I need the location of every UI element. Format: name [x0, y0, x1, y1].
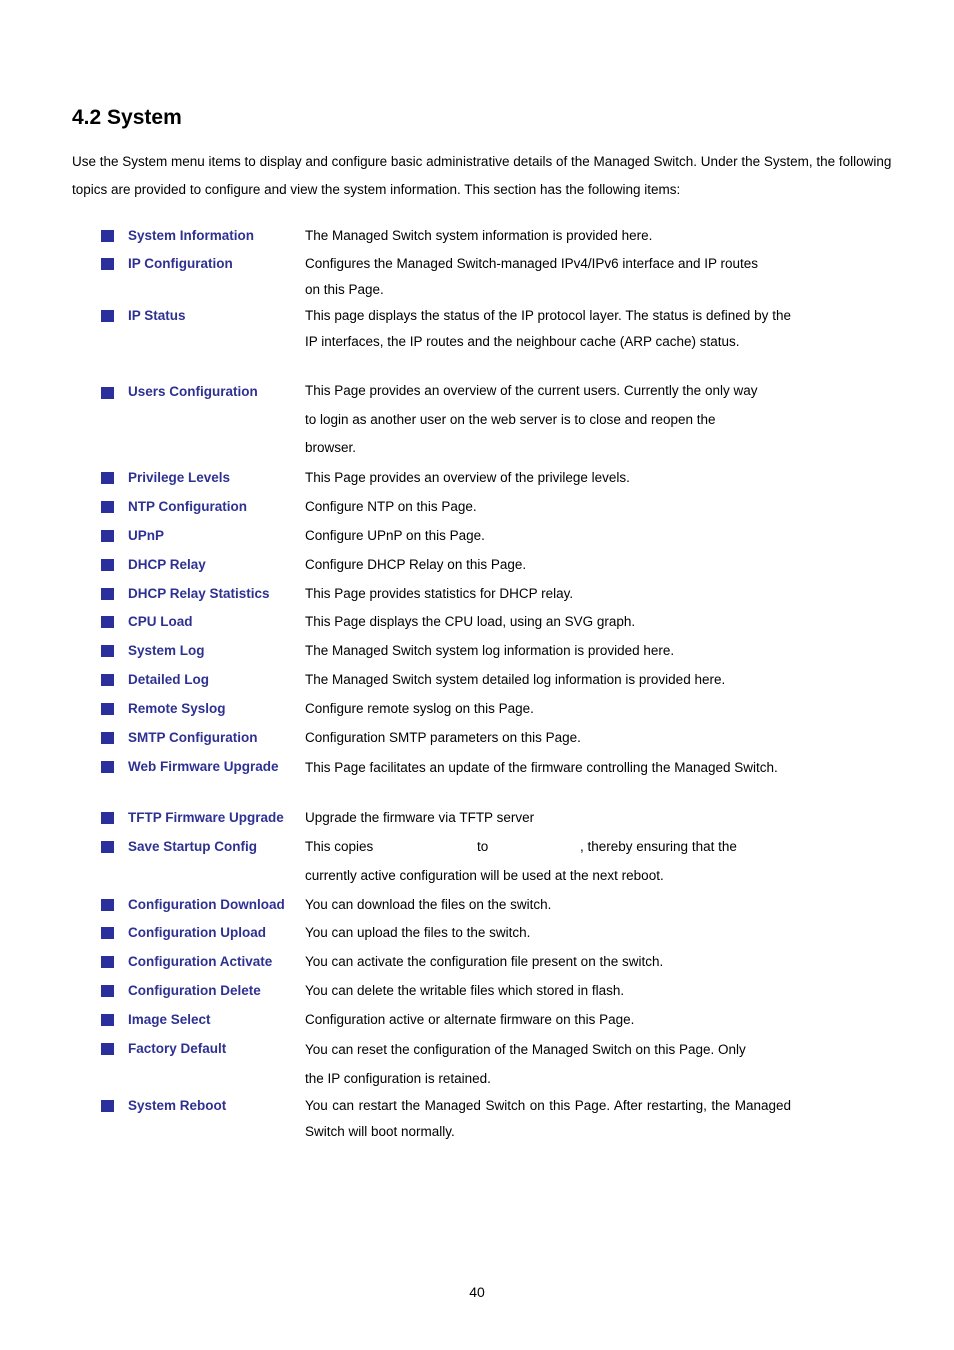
item-description: This page displays the status of the IP protocol layer. The status is defined by the IP interfaces, the IP routes and the neighbour cache (ARP cache) status. [305, 308, 791, 349]
square-bullet-icon [101, 927, 114, 939]
square-bullet-icon [101, 530, 114, 542]
link-system-reboot[interactable]: System Reboot [128, 1098, 227, 1113]
link-configuration-download[interactable]: Configuration Download [128, 897, 285, 912]
square-bullet-icon [101, 1100, 114, 1112]
link-ip-configuration[interactable]: IP Configuration [128, 256, 233, 271]
square-bullet-icon [101, 985, 114, 997]
square-bullet-icon [101, 841, 114, 853]
square-bullet-icon [101, 258, 114, 270]
item-description: This Page displays the CPU load, using an SVG graph. [305, 614, 636, 629]
square-bullet-icon [101, 588, 114, 600]
link-system-log[interactable]: System Log [128, 643, 205, 658]
square-bullet-icon [101, 645, 114, 657]
item-description: Configure DHCP Relay on this Page. [305, 557, 527, 572]
square-bullet-icon [101, 501, 114, 513]
link-ip-status[interactable]: IP Status [128, 308, 186, 323]
square-bullet-icon [101, 1014, 114, 1026]
link-save-startup-config[interactable]: Save Startup Config [128, 839, 258, 854]
item-description: This Page provides an overview of the privilege levels. [305, 470, 630, 485]
item-description: You can activate the configuration file present on the switch. [305, 954, 664, 969]
section-heading: 4.2 System [72, 106, 182, 129]
link-smtp-configuration[interactable]: SMTP Configuration [128, 730, 258, 745]
item-description: Configures the Managed Switch-managed IPv4/IPv6 interface and IP routes on this Page. [305, 256, 759, 297]
link-upnp[interactable]: UPnP [128, 528, 165, 543]
square-bullet-icon [101, 616, 114, 628]
link-privilege-levels[interactable]: Privilege Levels [128, 470, 231, 485]
square-bullet-icon [101, 956, 114, 968]
link-configuration-delete[interactable]: Configuration Delete [128, 983, 261, 998]
square-bullet-icon [101, 230, 114, 242]
link-cpu-load[interactable]: CPU Load [128, 614, 193, 629]
link-dhcp-relay-statistics[interactable]: DHCP Relay Statistics [128, 586, 270, 601]
item-description: You can delete the writable files which stored in flash. [305, 983, 625, 998]
item-description: This copies to , thereby ensuring that the currently active configuration will be used at the next reboot. [305, 839, 737, 883]
intro-paragraph: Use the System menu items to display and configure basic administrative details of the Managed Switch. Under the System, the following topics are provided to configure and view the system information. This section has the following items: [72, 154, 892, 197]
item-description: Configuration active or alternate firmware on this Page. [305, 1012, 635, 1027]
item-description: You can upload the files to the switch. [305, 925, 531, 940]
square-bullet-icon [101, 559, 114, 571]
link-system-information[interactable]: System Information [128, 228, 255, 243]
item-description: This Page facilitates an update of the firmware controlling the Managed Switch. [305, 759, 778, 775]
square-bullet-icon [101, 703, 114, 715]
item-description: The Managed Switch system log information is provided here. [305, 643, 675, 658]
square-bullet-icon [101, 812, 114, 824]
item-description: You can download the files on the switch. [305, 897, 552, 912]
link-configuration-upload[interactable]: Configuration Upload [128, 925, 266, 940]
item-description: This Page provides an overview of the current users. Currently the only way to login as another user on the web server is to close and reopen the browser. [305, 383, 758, 455]
link-detailed-log[interactable]: Detailed Log [128, 672, 210, 687]
square-bullet-icon [101, 472, 114, 484]
item-description: You can restart the Managed Switch on this Page. After restarting, the Managed Switch will boot normally. [305, 1098, 791, 1139]
link-ntp-configuration[interactable]: NTP Configuration [128, 499, 247, 514]
square-bullet-icon [101, 899, 114, 911]
item-description: The Managed Switch system information is provided here. [305, 228, 653, 243]
link-configuration-activate[interactable]: Configuration Activate [128, 954, 273, 969]
item-description: This Page provides statistics for DHCP relay. [305, 586, 574, 601]
item-description: You can reset the configuration of the Managed Switch on this Page. Only the IP configuration is retained. [305, 1041, 746, 1086]
square-bullet-icon [101, 732, 114, 744]
link-remote-syslog[interactable]: Remote Syslog [128, 701, 226, 716]
item-description: Configure NTP on this Page. [305, 499, 477, 514]
square-bullet-icon [101, 387, 114, 399]
item-description: Configuration SMTP parameters on this Page. [305, 730, 581, 745]
link-users-configuration[interactable]: Users Configuration [128, 384, 258, 399]
square-bullet-icon [101, 1043, 114, 1055]
link-dhcp-relay[interactable]: DHCP Relay [128, 557, 206, 572]
link-factory-default[interactable]: Factory Default [128, 1041, 227, 1056]
link-tftp-firmware-upgrade[interactable]: TFTP Firmware Upgrade [128, 810, 284, 825]
page-number: 40 [469, 1284, 485, 1300]
link-image-select[interactable]: Image Select [128, 1012, 211, 1027]
item-description: Upgrade the firmware via TFTP server [305, 810, 535, 825]
item-description: Configure remote syslog on this Page. [305, 701, 534, 716]
square-bullet-icon [101, 674, 114, 686]
square-bullet-icon [101, 310, 114, 322]
item-description: Configure UPnP on this Page. [305, 528, 485, 543]
square-bullet-icon [101, 761, 114, 773]
item-description: The Managed Switch system detailed log information is provided here. [305, 672, 726, 687]
link-web-firmware-upgrade[interactable]: Web Firmware Upgrade [128, 759, 279, 774]
